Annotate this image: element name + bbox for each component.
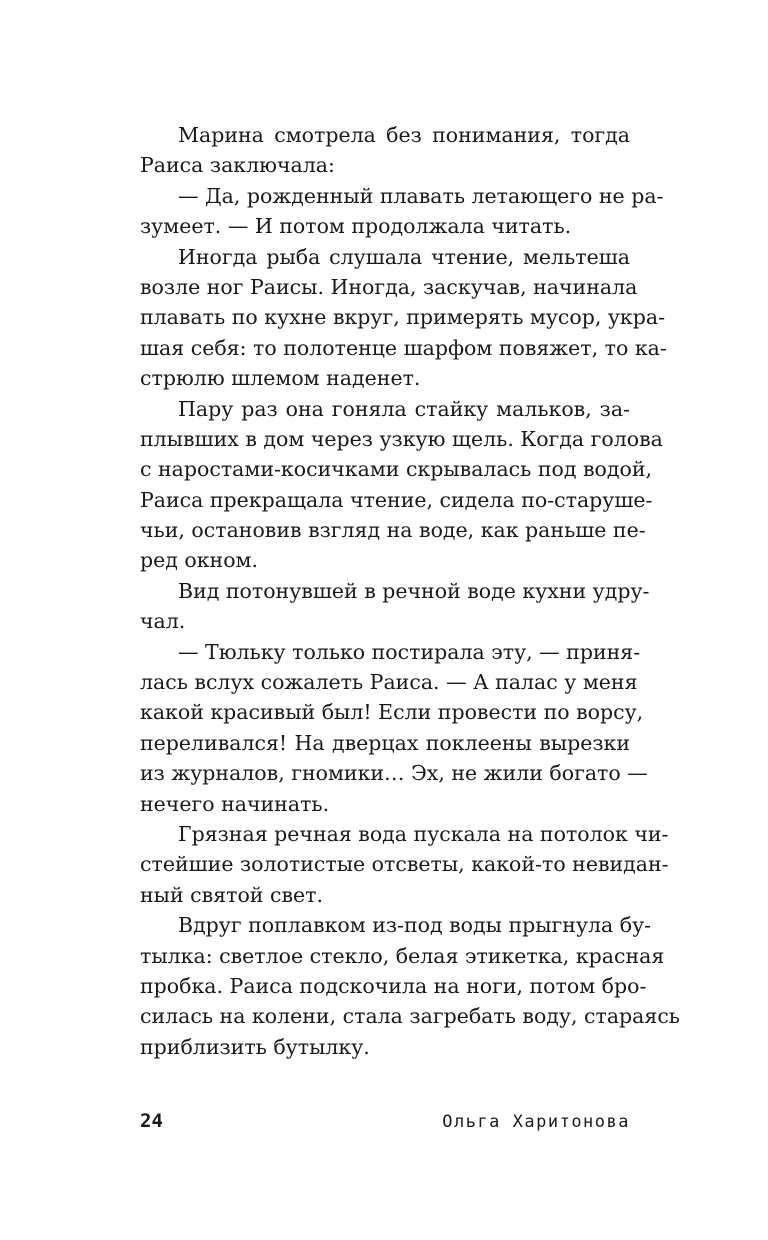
text-line: зумеет. — И потом продолжала читать.	[140, 214, 572, 239]
body-text	[140, 120, 680, 1062]
text-line: приблизить бутылку.	[140, 1034, 370, 1059]
text-line: Пару раз она гоняла стайку мальков, за-	[178, 396, 630, 421]
page-footer	[140, 1110, 630, 1132]
text-line: ред окном.	[140, 548, 259, 573]
text-line: — Да, рожденный плавать летающего не ра-	[178, 183, 664, 208]
text-line: Вид потонувшей в речной воде кухни удру-	[178, 578, 650, 603]
running-footer-author: Ольга Харитонова	[442, 1112, 630, 1132]
text-line: Иногда рыба слушала чтение, мельтеша	[178, 244, 630, 269]
text-line: нечего начинать.	[140, 791, 330, 816]
text-line: Марина смотрела без понимания, тогда	[178, 123, 630, 147]
text-line: из журналов, гномики… Эх, не жили богато —	[140, 761, 648, 786]
page-number: 24	[140, 1110, 163, 1132]
text-line: стейшие золотистые отсветы, какой-то невидан-	[140, 852, 669, 877]
text-line: переливался! На дверцах поклеены вырезки	[140, 730, 630, 755]
text-line: Вдруг поплавком из-под воды прыгнула бу-	[178, 913, 652, 938]
text-line: — Тюльку только постирала эту, — приня-	[178, 639, 641, 664]
text-line: плавать по кухне вкруг, примерять мусор, укра-	[140, 305, 666, 330]
text-line: Раиса заключала:	[140, 153, 335, 178]
text-line: чьи, остановив взгляд на воде, как раньше пе-	[140, 518, 646, 543]
text-line: ный святой свет.	[140, 882, 323, 907]
text-line: силась на колени, стала загребать воду, стараясь	[140, 1004, 680, 1029]
text-line: лась вслух сожалеть Раиса. — А палас у меня	[140, 670, 638, 695]
text-line: какой красивый был! Если провести по ворсу,	[140, 700, 644, 725]
text-line: с наростами-косичками скрывалась под водой,	[140, 457, 653, 482]
text-line: пробка. Раиса подскочила на ноги, потом бро-	[140, 973, 647, 998]
text-line: тылка: светлое стекло, белая этикетка, красная	[140, 943, 665, 968]
text-line: чал.	[140, 609, 186, 634]
text-line: шая себя: то полотенце шарфом повяжет, то ка-	[140, 335, 667, 360]
text-line: возле ног Раисы. Иногда, заскучав, начинала	[140, 274, 638, 299]
text-line: плывших в дом через узкую щель. Когда голова	[140, 426, 663, 451]
text-line: Грязная речная вода пускала на потолок чи-	[178, 821, 669, 846]
text-line: Раиса прекращала чтение, сидела по-старуше-	[140, 487, 653, 512]
text-line: стрюлю шлемом наденет.	[140, 366, 421, 391]
